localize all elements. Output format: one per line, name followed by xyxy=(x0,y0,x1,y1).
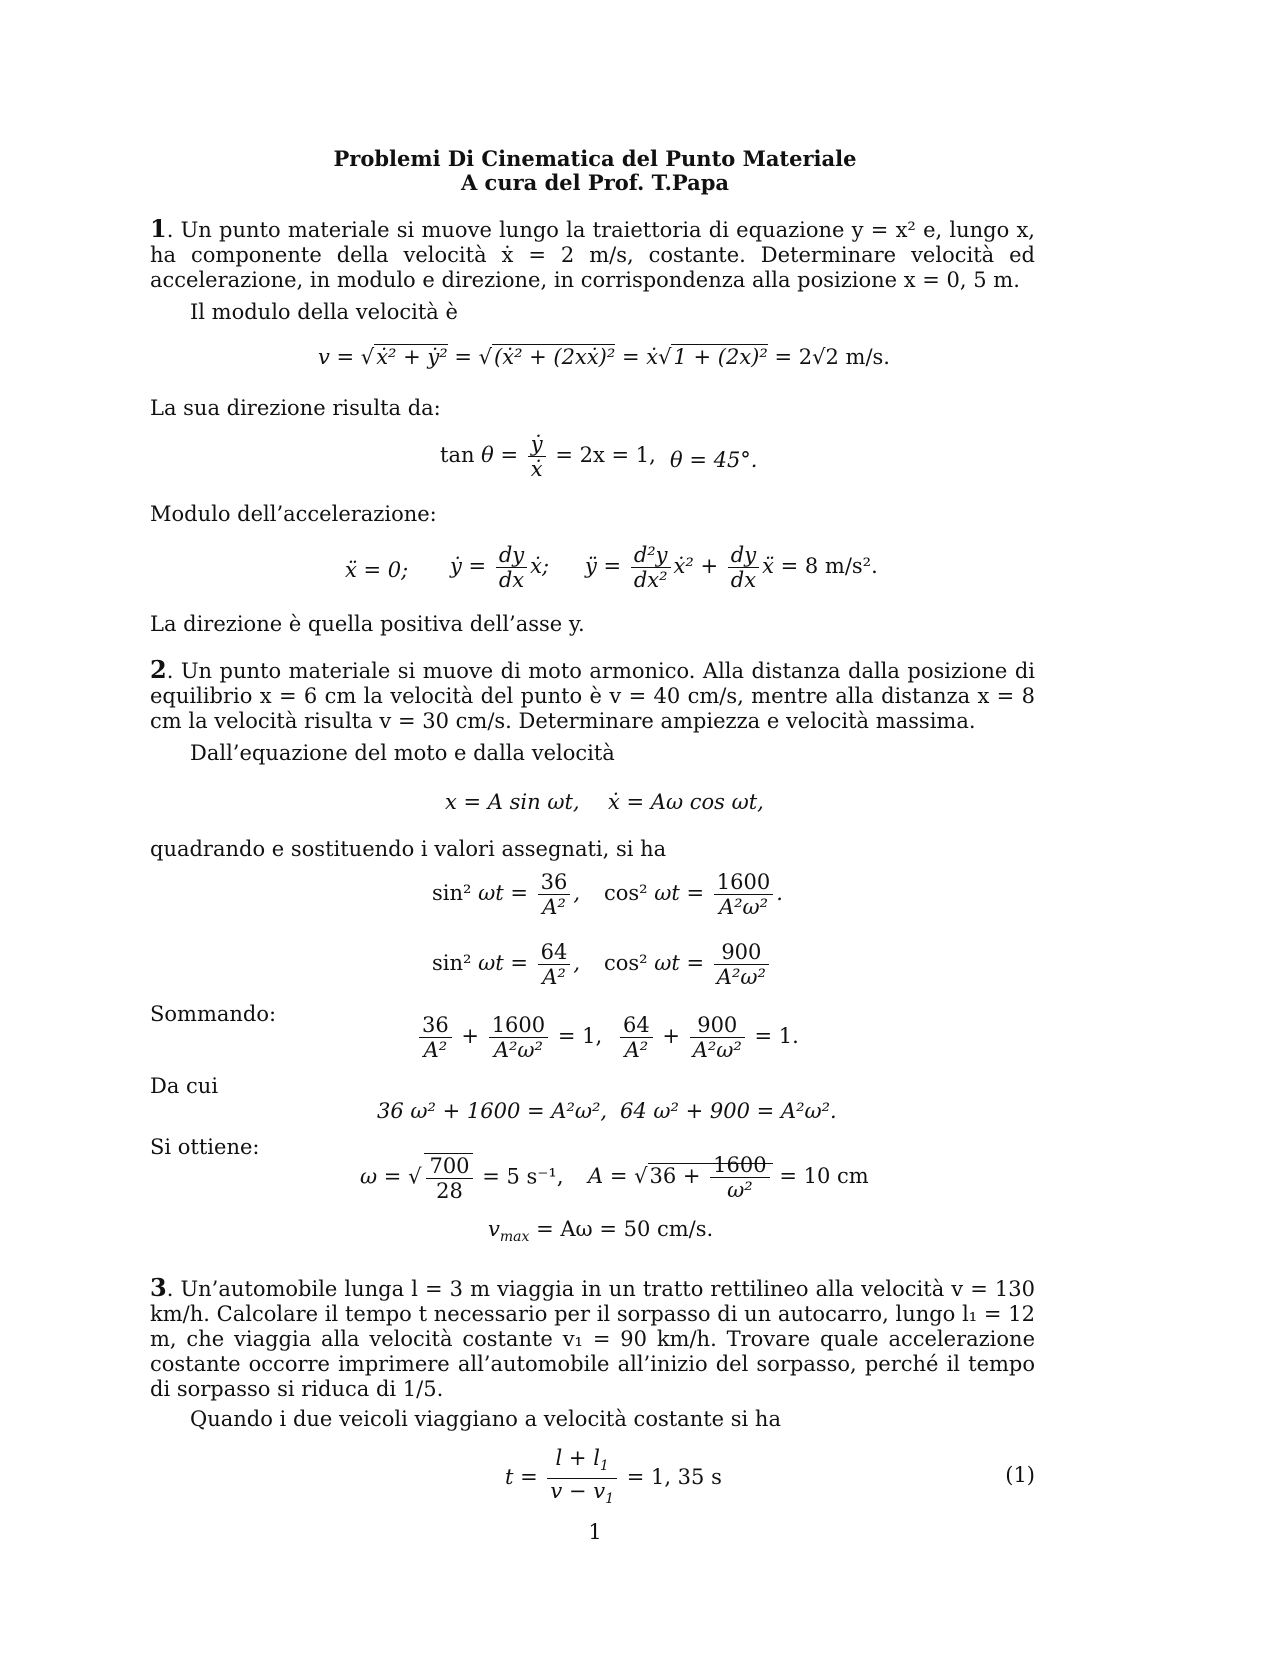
problem-1-statement xyxy=(150,216,1035,293)
problem-2-intro: Dall’equazione del moto e dalla velocità xyxy=(190,741,615,765)
document-subtitle: A cura del Prof. T.Papa xyxy=(460,170,730,195)
equation-sin2-64: sin² ωt = $\frac{64}{\text{A²}}$ , xyxy=(432,940,581,989)
equation-linear-2: 64 ω² + 900 = A²ω². xyxy=(620,1099,837,1123)
equation-linear-1: 36 ω² + 1600 = A²ω², xyxy=(377,1099,608,1123)
problem-1-direction-text: La sua direzione risulta da: xyxy=(150,396,441,420)
problem-2-number: 2 xyxy=(150,655,167,684)
equation-amplitude: A = √36 + $\frac{1600}{\text{ω²}}$ = 10 cm xyxy=(588,1153,869,1202)
problem-2-summing-text: Sommando: xyxy=(150,1002,277,1026)
equation-sum-2: $\frac{64}{\text{A²}}$ + $\frac{900}{\text{A²ω²}}$ = 1. xyxy=(617,1013,799,1062)
problem-1-conclusion: La direzione è quella positiva dell’asse y. xyxy=(150,612,585,636)
problem-3-text: . Un’automobile lunga l = 3 m viaggia in un tratto rettilineo alla velocità v = 130 km/h. Calcolare il tempo t necessario per il sorpasso di un autocarro, lungo l₁ = 12 m, che viaggia alla velocità costante v₁ = 90 km/h. Trovare quale accelerazione costante occorre imprimere all’automobile all’inizio del sorpasso, perché il tempo di sorpasso si riduca di 1/5. xyxy=(150,1277,1035,1401)
problem-1-text: . Un punto materiale si muove lungo la traiettoria di equazione y = x² e, lungo x, ha componente della velocità ẋ = 2 m/s, costante. Determinare velocità ed accelerazione, in modulo e direzione, in corrispondenza alla posizione x = 0, 5 m. xyxy=(150,218,1035,292)
equation-motion: x = A sin ωt, xyxy=(445,790,580,814)
problem-2-text: . Un punto materiale si muove di moto armonico. Alla distanza dalla posizione di equilibrio x = 6 cm la velocità del punto è v = 40 cm/s, mentre alla distanza x = 8 cm la velocità risulta v = 30 cm/s. Determinare ampiezza e velocità massima. xyxy=(150,659,1035,733)
equation-velocity-modulus: v = √ẋ² + ẏ² = √(ẋ² + (2xẋ)² = ẋ√1 + (2x)² = 2√2 m/s. xyxy=(318,345,890,369)
problem-3-statement xyxy=(150,1275,1035,1402)
problem-2-squaring-text: quadrando e sostituendo i valori assegnati, si ha xyxy=(150,837,667,861)
document-title: Problemi Di Cinematica del Punto Materiale xyxy=(333,146,857,171)
equation-cos2-900: cos² ωt = $\frac{900}{\text{A²ω²}}$ xyxy=(604,940,772,989)
equation-xddot: ẍ = 0; xyxy=(345,558,409,582)
equation-sum-1: $\frac{36}{\text{A²}}$ + $\frac{1600}{\text{A²ω²}}$ = 1, xyxy=(416,1013,602,1062)
problem-2-statement xyxy=(150,657,1035,734)
equation-cos2-1600: cos² ωt = $\frac{1600}{\text{A²ω²}}$ . xyxy=(604,870,783,919)
problem-3-intro: Quando i due veicoli viaggiano a velocità costante si ha xyxy=(190,1407,781,1431)
problem-2-obtain-text: Si ottiene: xyxy=(150,1135,260,1159)
problem-2-from-which: Da cui xyxy=(150,1074,219,1098)
equation-number: (1) xyxy=(1005,1463,1035,1487)
problem-1-acceleration-text: Modulo dell’accelerazione: xyxy=(150,502,437,526)
equation-overtake-time: t = $\frac{l + l_1}{v - v_1}$ = 1, 35 s xyxy=(505,1446,722,1508)
problem-1-number: 1 xyxy=(150,214,167,243)
equation-yddot: ÿ = $\frac{\text{d²y}}{\text{dx²}}$ ẋ² + $\frac{dy}{dx}$ ẍ = 8 m/s². xyxy=(585,543,878,592)
page-number: 1 xyxy=(588,1520,602,1544)
equation-omega: ω = √ $\frac{700}{28}$ = 5 s⁻¹, xyxy=(360,1154,564,1203)
equation-theta: θ = 45°. xyxy=(670,448,758,472)
equation-sin2-36: sin² ωt = $\frac{36}{\text{A²}}$ , xyxy=(432,870,581,919)
equation-ydot: ẏ = $\frac{dy}{dx}$ ẋ; xyxy=(450,543,550,592)
equation-tan-theta: tan θ = $\frac{\text{ẏ}}{\text{ẋ}}$ = 2x = 1, xyxy=(440,432,656,481)
problem-1-intro: Il modulo della velocità è xyxy=(190,300,458,324)
equation-velocity-harmonic: ẋ = Aω cos ωt, xyxy=(608,790,764,814)
problem-3-number: 3 xyxy=(150,1273,167,1302)
equation-vmax: $v_{max} = A\omega = 50$ cm/s. xyxy=(488,1217,714,1246)
